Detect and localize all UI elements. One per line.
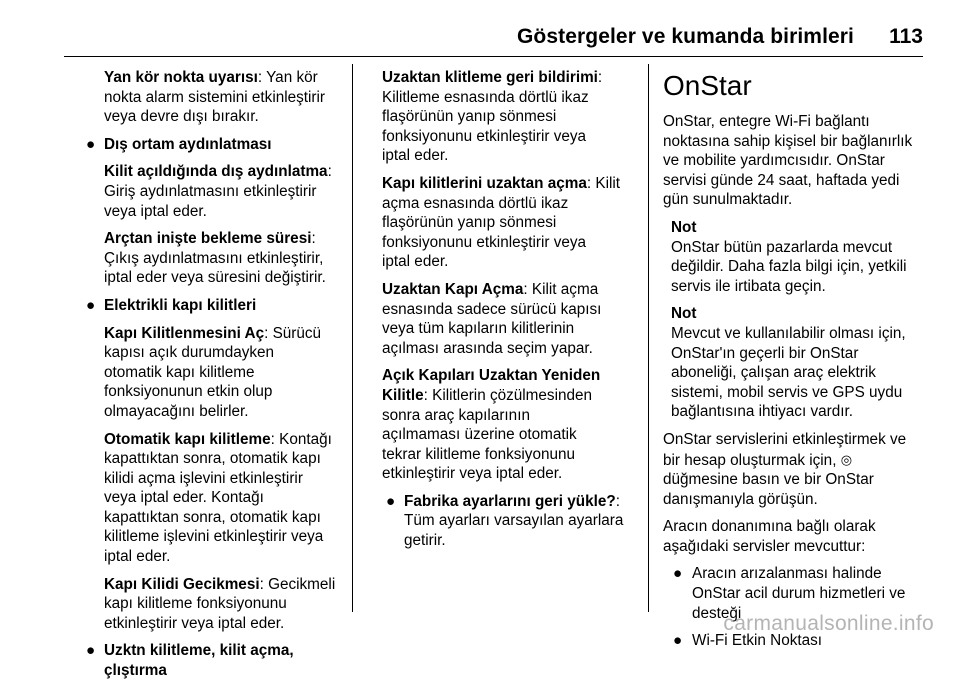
bullet-icon: ● [86,135,96,153]
note-requirements: Not Mevcut ve kullanılabilir olması için, OnStar'ın geçerli bir OnStar aboneliği, çalışan araç elektrik sistemi, mobil servis ve GPS uydu bağlantısına ihtiyacı vardır. [663,304,933,422]
header-rule [64,56,923,57]
unlocked-door-lockout-paragraph: Kapı Kilitlenmesini Aç: Sürücü kapısı açık durumdayken otomatik kapı kilitleme fonksiyonunun etkin olup olmayacağını belirler. [104,324,322,420]
bullet-icon: ● [673,565,683,583]
bullet-exterior-lighting: ● Dış ortam aydınlatması [86,135,272,153]
auto-door-lock-paragraph: Otomatik kapı kilitleme: Kontağı kapattıktan sonra, otomatik kapı kilidi açma işlevini etkinleştirir veya iptal eder. Kontağı kapattıktan sonra, otomatik kapı kilitleme işlevini etkinleştirir veya iptal eder. [104,430,332,566]
column-2 [382,68,644,559]
note-title: Not [671,218,697,236]
running-header-title: Göstergeler ve kumanda birimleri [517,25,854,48]
bullet-remote-lock: ● Uzktn kilitleme, kilit açma, çlıştırma [86,642,294,680]
section-heading-onstar: OnStar [663,70,752,101]
remote-door-unlock-paragraph: Uzaktan Kapı Açma: Kilit açma esnasında sadece sürücü kapısı veya tüm kapıların kilitlerinin açılması arasında seçim yapar. [382,280,602,357]
column-divider-1 [352,64,353,612]
bullet-emergency-services: ● Aracın arızalanması halinde OnStar acil durum hizmetleri ve desteği [673,565,906,622]
onstar-intro-paragraph: OnStar, entegre Wi-Fi bağlantı noktasına sahip kişisel bir bağlanırlık ve mobilite yardımcısıdır. OnStar servisi günde 24 saat, haftada yedi gün sunulmaktadır. [663,113,913,209]
door-lock-delay-paragraph: Kapı Kilidi Gecikmesi: Gecikmeli kapı kilitleme fonksiyonunu etkinleştirir veya iptal eder. [104,575,336,632]
column-divider-2 [648,64,649,612]
page-number: 113 [889,25,923,48]
onstar-activation-paragraph: OnStar servislerini etkinleştirmek ve bir hesap oluşturmak için, ◎ düğmesine basın ve bir OnStar danışmanıyla görüşün. [663,430,907,508]
remote-lock-feedback-paragraph: Uzaktan klitleme geri bildirimi: Kilitleme esnasında dörtlü ikaz flaşörünün yanıp sönmesi fonksiyonunu etkinleştirir veya iptal eder. [382,69,603,165]
bullet-factory-reset: ● Fabrika ayarlarını geri yükle?: Tüm ayarları varsayılan ayarlara getirir. [386,492,624,550]
bullet-icon: ● [673,632,683,650]
note-availability: Not OnStar bütün pazarlarda mevcut değildir. Daha fazla bilgi için, yetkili servis ile irtibata geçin. [663,218,933,296]
remote-unlock-feedback-paragraph: Kapı kilitlerini uzaktan açma: Kilit açma esnasında dörtlü ikaz flaşörünün yanıp sönmesi fonksiyonunu etkinleştirir veya iptal eder. [382,174,621,271]
onstar-services-paragraph: Aracın donanımına bağlı olarak aşağıdaki servisler mevcuttur: [663,518,876,555]
column-3 [663,68,933,659]
watermark: carmanualsonline.info [723,612,934,635]
exit-lighting-paragraph: Arçtan inişte bekleme süresi: Çıkış aydınlatmasını etkinleştirir, iptal eder veya süresini değiştirir. [104,230,326,287]
blind-spot-label: Yan kör nokta uyarısı [104,69,258,86]
blind-spot-paragraph: Yan kör nokta uyarısı: Yan kör nokta alarm sistemini etkinleştirir veya devre dışı bırakır. [104,69,326,126]
bullet-icon: ● [86,642,96,660]
bullet-wifi-hotspot: ● Wi-Fi Etkin Noktası [673,632,823,650]
unlock-lighting-paragraph: Kilit açıldığında dış aydınlatma: Giriş aydınlatmasını etkinleştirir veya iptal eder. [104,163,332,220]
remote-relock-paragraph: Açık Kapıları Uzaktan Yeniden Kilitle: Kilitlerin çözülmesinden sonra araç kapılarının açılmaması üzerine otomatik tekrar kilitleme fonksiyonunu etkinleştirir veya iptal eder. [382,367,601,483]
note-title: Not [671,305,697,323]
bullet-power-door-locks: ● Elektrikli kapı kilitleri [86,296,257,314]
bullet-icon: ● [386,492,396,510]
column-1 [64,68,352,689]
onstar-button-icon: ◎ [840,451,853,467]
bullet-icon: ● [86,296,96,314]
